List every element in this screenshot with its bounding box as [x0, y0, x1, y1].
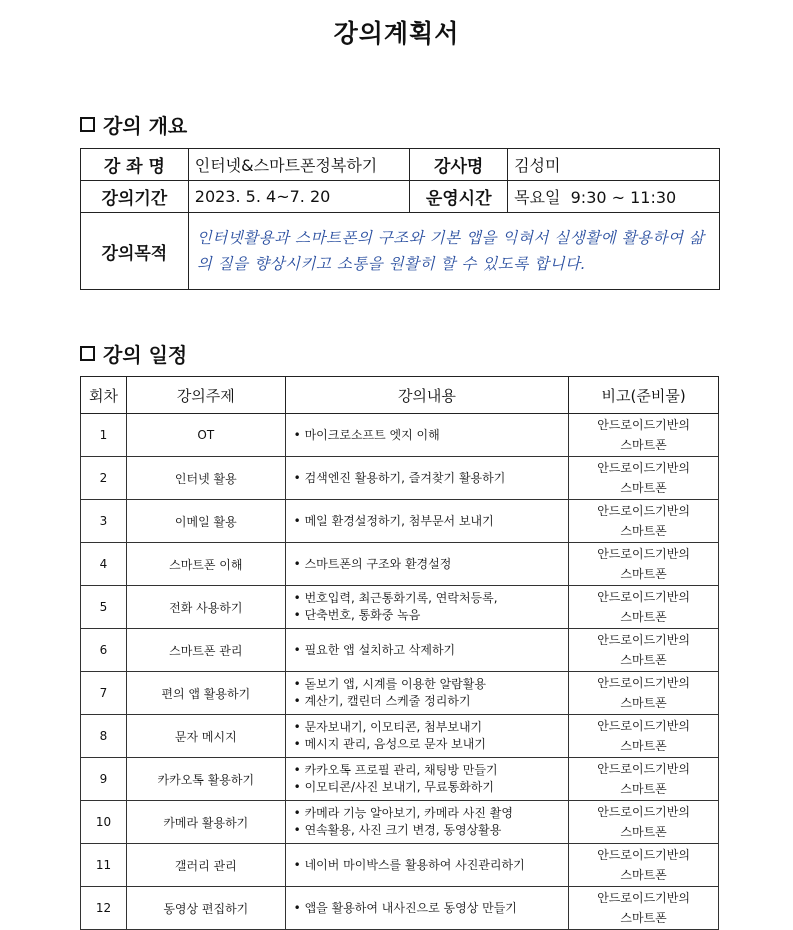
session-content — [285, 543, 569, 586]
content-bullet: • 마이크로소프트 엣지 이해 — [294, 427, 569, 444]
table-row — [81, 586, 719, 629]
table-row — [81, 543, 719, 586]
session-note — [569, 629, 719, 672]
session-note — [569, 844, 719, 887]
note-line: 스마트폰 — [620, 696, 667, 710]
course-value: 인터넷&스마트폰정복하기 — [188, 149, 410, 181]
content-bullet: • 돋보기 앱, 시계를 이용한 알람활용 — [294, 676, 569, 693]
table-row — [81, 844, 719, 887]
content-bullet: • 카메라 기능 알아보기, 카메라 사진 촬영 — [294, 805, 569, 822]
content-bullet: • 메일 환경설정하기, 첨부문서 보내기 — [294, 513, 569, 530]
section-heading-overview — [80, 110, 187, 139]
instructor-label: 강사명 — [410, 149, 508, 181]
note-line: 안드로이드기반의 — [597, 461, 690, 475]
session-note — [569, 887, 719, 930]
session-number: 1 — [81, 414, 127, 457]
session-topic: 문자 메시지 — [126, 715, 285, 758]
session-number: 8 — [81, 715, 127, 758]
session-topic: 스마트폰 관리 — [126, 629, 285, 672]
session-content — [285, 887, 569, 930]
session-topic: 이메일 활용 — [126, 500, 285, 543]
overview-table — [80, 148, 720, 290]
table-row — [81, 500, 719, 543]
header-topic: 강의주제 — [126, 377, 285, 414]
session-note — [569, 801, 719, 844]
session-content — [285, 500, 569, 543]
content-bullet: • 문자보내기, 이모티콘, 첨부보내기 — [294, 719, 569, 736]
session-number: 5 — [81, 586, 127, 629]
schedule-header-row — [81, 377, 719, 414]
session-number: 7 — [81, 672, 127, 715]
content-bullet: • 연속활용, 사진 크기 변경, 동영상활용 — [294, 822, 569, 839]
course-label: 강 좌 명 — [81, 149, 189, 181]
session-topic: 편의 앱 활용하기 — [126, 672, 285, 715]
session-number: 6 — [81, 629, 127, 672]
session-topic: 인터넷 활용 — [126, 457, 285, 500]
note-line: 안드로이드기반의 — [597, 418, 690, 432]
note-line: 스마트폰 — [620, 653, 667, 667]
instructor-value: 김성미 — [508, 149, 720, 181]
schedule-heading-text: 강의 일정 — [103, 343, 188, 367]
note-line: 스마트폰 — [620, 911, 667, 925]
session-number: 4 — [81, 543, 127, 586]
section-heading-schedule — [80, 339, 187, 368]
time-value: 목요일 9:30 ~ 11:30 — [508, 181, 720, 213]
content-bullet: • 필요한 앱 설치하고 삭제하기 — [294, 642, 569, 659]
session-content — [285, 758, 569, 801]
session-topic: 동영상 편집하기 — [126, 887, 285, 930]
note-line: 스마트폰 — [620, 868, 667, 882]
table-row — [81, 715, 719, 758]
session-topic: 카카오톡 활용하기 — [126, 758, 285, 801]
note-line: 스마트폰 — [620, 567, 667, 581]
overview-heading-text: 강의 개요 — [103, 114, 188, 138]
session-note — [569, 758, 719, 801]
content-bullet: • 이모티콘/사진 보내기, 무료통화하기 — [294, 779, 569, 796]
session-topic: OT — [126, 414, 285, 457]
table-row — [81, 672, 719, 715]
session-note — [569, 414, 719, 457]
session-note — [569, 457, 719, 500]
period-value: 2023. 5. 4~7. 20 — [188, 181, 410, 213]
note-line: 안드로이드기반의 — [597, 676, 690, 690]
content-bullet: • 스마트폰의 구조와 환경설정 — [294, 556, 569, 573]
content-bullet: • 번호입력, 최근통화기록, 연락처등록, — [294, 590, 569, 607]
note-line: 스마트폰 — [620, 524, 667, 538]
purpose-value: 인터넷활용과 스마트폰의 구조와 기본 앱을 익혀서 실생활에 활용하여 삶의 질을 향상시키고 소통을 원활히 할 수 있도록 합니다. — [188, 213, 719, 290]
note-line: 안드로이드기반의 — [597, 891, 690, 905]
session-content — [285, 801, 569, 844]
session-topic: 카메라 활용하기 — [126, 801, 285, 844]
note-line: 안드로이드기반의 — [597, 633, 690, 647]
table-row — [81, 457, 719, 500]
note-line: 안드로이드기반의 — [597, 547, 690, 561]
note-line: 안드로이드기반의 — [597, 719, 690, 733]
content-bullet: • 메시지 관리, 음성으로 문자 보내기 — [294, 736, 569, 753]
table-row — [81, 801, 719, 844]
table-row — [81, 629, 719, 672]
note-line: 스마트폰 — [620, 610, 667, 624]
schedule-body — [81, 414, 719, 930]
session-content — [285, 672, 569, 715]
session-note — [569, 715, 719, 758]
note-line: 스마트폰 — [620, 438, 667, 452]
content-bullet: • 단축번호, 통화중 녹음 — [294, 607, 569, 624]
purpose-label: 강의목적 — [81, 213, 189, 290]
session-number: 9 — [81, 758, 127, 801]
session-number: 2 — [81, 457, 127, 500]
schedule-table — [80, 376, 719, 930]
checkbox-square-icon — [80, 117, 95, 132]
note-line: 안드로이드기반의 — [597, 504, 690, 518]
content-bullet: • 검색엔진 활용하기, 즐겨찾기 활용하기 — [294, 470, 569, 487]
note-line: 스마트폰 — [620, 739, 667, 753]
period-label: 강의기간 — [81, 181, 189, 213]
note-line: 안드로이드기반의 — [597, 805, 690, 819]
session-topic: 스마트폰 이해 — [126, 543, 285, 586]
session-number: 11 — [81, 844, 127, 887]
session-note — [569, 500, 719, 543]
table-row — [81, 887, 719, 930]
checkbox-square-icon — [80, 346, 95, 361]
session-content — [285, 715, 569, 758]
page-title: 강의계획서 — [333, 19, 460, 48]
session-content — [285, 457, 569, 500]
session-content — [285, 629, 569, 672]
note-line: 안드로이드기반의 — [597, 590, 690, 604]
content-bullet: • 네이버 마이박스를 활용하여 사진관리하기 — [294, 857, 569, 874]
table-row — [81, 414, 719, 457]
note-line: 안드로이드기반의 — [597, 848, 690, 862]
session-note — [569, 543, 719, 586]
session-number: 3 — [81, 500, 127, 543]
content-bullet: • 계산기, 캘린더 스케줄 정리하기 — [294, 693, 569, 710]
header-no: 회차 — [81, 377, 127, 414]
content-bullet: • 카카오톡 프로필 관리, 채팅방 만들기 — [294, 762, 569, 779]
content-bullet: • 앱을 활용하여 내사진으로 동영상 만들기 — [294, 900, 569, 917]
session-note — [569, 672, 719, 715]
note-line: 스마트폰 — [620, 481, 667, 495]
table-row — [81, 758, 719, 801]
session-content — [285, 414, 569, 457]
header-note: 비고(준비물) — [569, 377, 719, 414]
session-topic: 갤러리 관리 — [126, 844, 285, 887]
note-line: 안드로이드기반의 — [597, 762, 690, 776]
session-topic: 전화 사용하기 — [126, 586, 285, 629]
header-content: 강의내용 — [285, 377, 569, 414]
session-content — [285, 844, 569, 887]
session-number: 10 — [81, 801, 127, 844]
note-line: 스마트폰 — [620, 825, 667, 839]
time-label: 운영시간 — [410, 181, 508, 213]
session-number: 12 — [81, 887, 127, 930]
session-note — [569, 586, 719, 629]
session-content — [285, 586, 569, 629]
note-line: 스마트폰 — [620, 782, 667, 796]
